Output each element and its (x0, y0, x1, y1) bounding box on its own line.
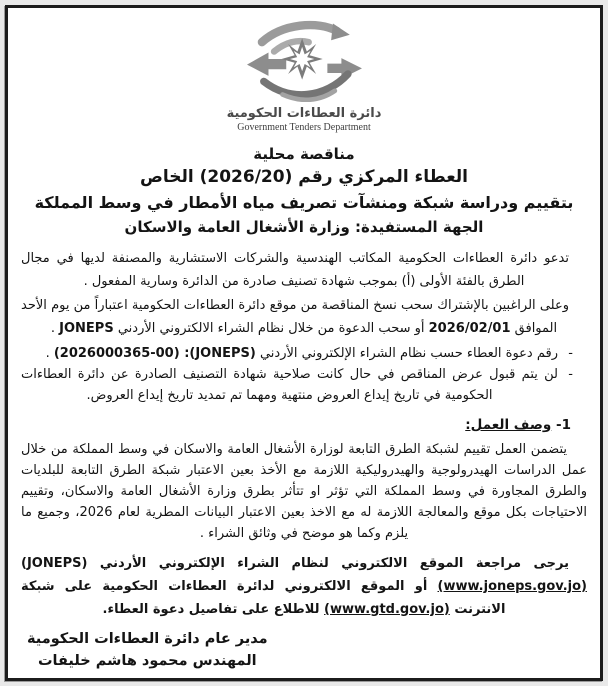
tender-type-title: مناقصة محلية (253, 144, 355, 163)
classification-validity-note: لن يتم قبول عرض المناقص في حال كانت صلاحية شهادة التصنيف الصادرة عن دائرة العطاءات الحكومية في تاريخ إيداع العروض منتهية ومهما تم تمديد تاريخ إيداع العروض. (21, 366, 558, 403)
page-frame (5, 5, 603, 681)
tender-number-title: العطاء المركزي رقم (2026/20) الخاص (139, 166, 469, 187)
dash-bullet-icon: - (568, 345, 573, 361)
participation-paragraph (21, 294, 587, 340)
director-name-line: المهندس محمود هاشم خليفات (37, 652, 257, 669)
participation-text-mid: أو سحب الدعوة من خلال نظام الشراء الالكتروني الأردني (113, 320, 429, 336)
invitation-paragraph: تدعو دائرة العطاءات الحكومية المكاتب الهندسية والشركات الاستشارية والمصنفة لديها في مجال الطرق بالفئة الأولى (أ) بموجب شهادة تصنيف صادرة من الدائرة وسارية المفعول . (21, 250, 569, 289)
joneps-system-name: JONEPS (59, 320, 114, 336)
signature-block (27, 628, 268, 672)
websites-text-start: يرجى مراجعة الموقع الالكتروني لنظام الشراء الإلكتروني الأردني (87, 555, 569, 571)
gtd-logo (21, 16, 587, 133)
tender-subject-title: بتقييم ودراسة شبكة ومنشآت تصريف مياه الأمطار في وسط المملكة (34, 192, 574, 212)
bullet-item-classification-note (21, 364, 587, 406)
joneps-system-label: (JONEPS) (21, 555, 88, 571)
dash-bullet-icon: - (568, 366, 573, 382)
websites-text-end: للاطلاع على تفاصيل دعوة العطاء. (102, 601, 325, 617)
logo-arabic-name: دائرة العطاءات الحكومية (226, 105, 382, 121)
participation-text-end: . (50, 320, 60, 336)
invitation-number-label: رقم دعوة العطاء حسب نظام الشراء الإلكتروني الأردني (255, 345, 558, 361)
invitation-number-end: . (45, 345, 54, 361)
director-title-line: مدير عام دائرة العطاءات الحكومية (27, 630, 268, 647)
section-title: وصف العمل: (465, 416, 552, 433)
websites-paragraph (21, 552, 587, 621)
globe-arrows-star-logo-icon (243, 16, 365, 102)
invitation-number-text (21, 343, 558, 364)
logo-english-name: Government Tenders Department (237, 121, 371, 133)
tender-docs-date: 2026/02/01 (428, 320, 511, 336)
notes-bullet-list (21, 343, 587, 406)
tender-title-block (21, 143, 587, 239)
beneficiary-title: الجهة المستفيدة: وزارة الأشغال العامة والاسكان (124, 217, 484, 236)
joneps-invitation-number: (2026000365-00) (53, 345, 185, 361)
scope-of-work-paragraph: يتضمن العمل تقييم لشبكة الطرق التابعة لوزارة الأشغال العامة والاسكان في وسط المملكة من خلال عمل الدراسات الهيدرولوجية والهيدروليكية اللازمة مع الأخذ بعين الاعتبار شبكة الطرق التابعة للبلديات والطرق المجاورة في وسط المملكة التي تؤثر او تتأثر بطرق وزارة الأشغال العامة والاسكان، وتقييم الاحتياجات بكل موقع والمعالجة اللازمة له مع الاخذ بعين الاعتبار البيانات المطرية لعام 2026، وجميع ما يلزم وكما هو موضح في وثائق الشراء . (21, 441, 588, 541)
joneps-label: (JONEPS): (184, 345, 256, 361)
joneps-url-link[interactable]: (www.joneps.gov.jo) (437, 578, 587, 594)
section-1-heading (21, 415, 587, 435)
document-body (21, 247, 587, 621)
websites-text-mid: أو الموقع الالكتروني لدائرة العطاءات الحكومية على شبكة الانترنت (21, 578, 506, 617)
participation-text-start: وعلى الراغبين بالإشتراك سحب نسخ المناقصة من موقع دائرة العطاءات الحكومية اعتباراً من يوم الأحد الموافق (21, 297, 569, 336)
gtd-url-link[interactable]: (www.gtd.gov.jo) (324, 601, 450, 617)
signature-area (21, 628, 587, 672)
section-number: 1- (551, 416, 571, 433)
bullet-item-invitation-number (21, 343, 587, 364)
